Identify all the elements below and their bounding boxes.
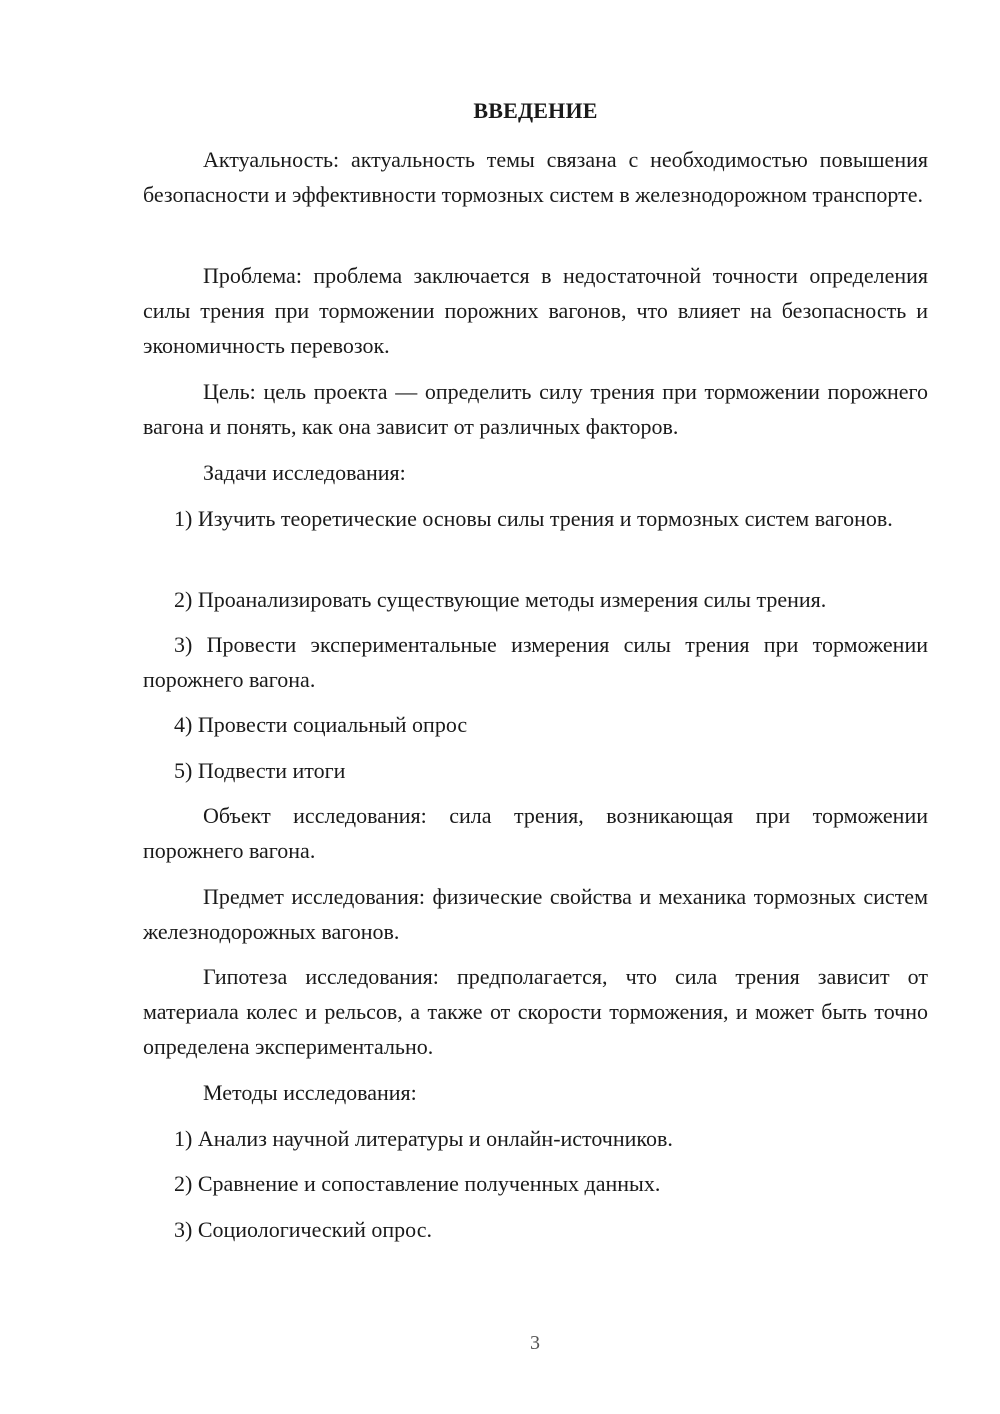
paragraph-hypothesis: Гипотеза исследования: предполагается, что сила трения зависит от материала колес и рельсов, а также от скорости торможения, и может быть точно определена экспериментально. <box>143 964 928 1059</box>
page-number: 3 <box>530 1332 540 1354</box>
list-item-method-3: 3) Социологический опрос. <box>174 1217 432 1242</box>
paragraph-goal: Цель: цель проекта — определить силу трения при торможении порожнего вагона и понять, как она зависит от различных факторов. <box>143 379 928 439</box>
paragraph-tasks-heading: Задачи исследования: <box>203 460 406 485</box>
list-item-task-3: 3) Провести экспериментальные измерения силы трения при торможении порожнего вагона. <box>143 632 928 692</box>
list-item-task-4: 4) Провести социальный опрос <box>174 712 468 737</box>
paragraph-object: Объект исследования: сила трения, возникающая при торможении порожнего вагона. <box>143 803 928 863</box>
list-item-task-2: 2) Проанализировать существующие методы измерения силы трения. <box>174 587 827 612</box>
list-item-task-5: 5) Подвести итоги <box>174 758 346 783</box>
list-item-task-1: 1) Изучить теоретические основы силы трения и тормозных систем вагонов. <box>174 506 893 531</box>
paragraph-relevance: Актуальность: актуальность темы связана с необходимостью повышения безопасности и эффективности тормозных систем в железнодорожном транспорте. <box>143 147 928 207</box>
list-item-method-2: 2) Сравнение и сопоставление полученных данных. <box>174 1171 661 1196</box>
paragraph-subject: Предмет исследования: физические свойства и механика тормозных систем железнодорожных вагонов. <box>143 884 928 944</box>
paragraph-methods-heading: Методы исследования: <box>203 1080 417 1105</box>
list-item-method-1: 1) Анализ научной литературы и онлайн-источников. <box>174 1126 673 1151</box>
section-title: ВВЕДЕНИЕ <box>473 98 598 123</box>
paragraph-problem: Проблема: проблема заключается в недостаточной точности определения силы трения при торможении порожних вагонов, что влияет на безопасность и экономичность перевозок. <box>143 263 928 358</box>
